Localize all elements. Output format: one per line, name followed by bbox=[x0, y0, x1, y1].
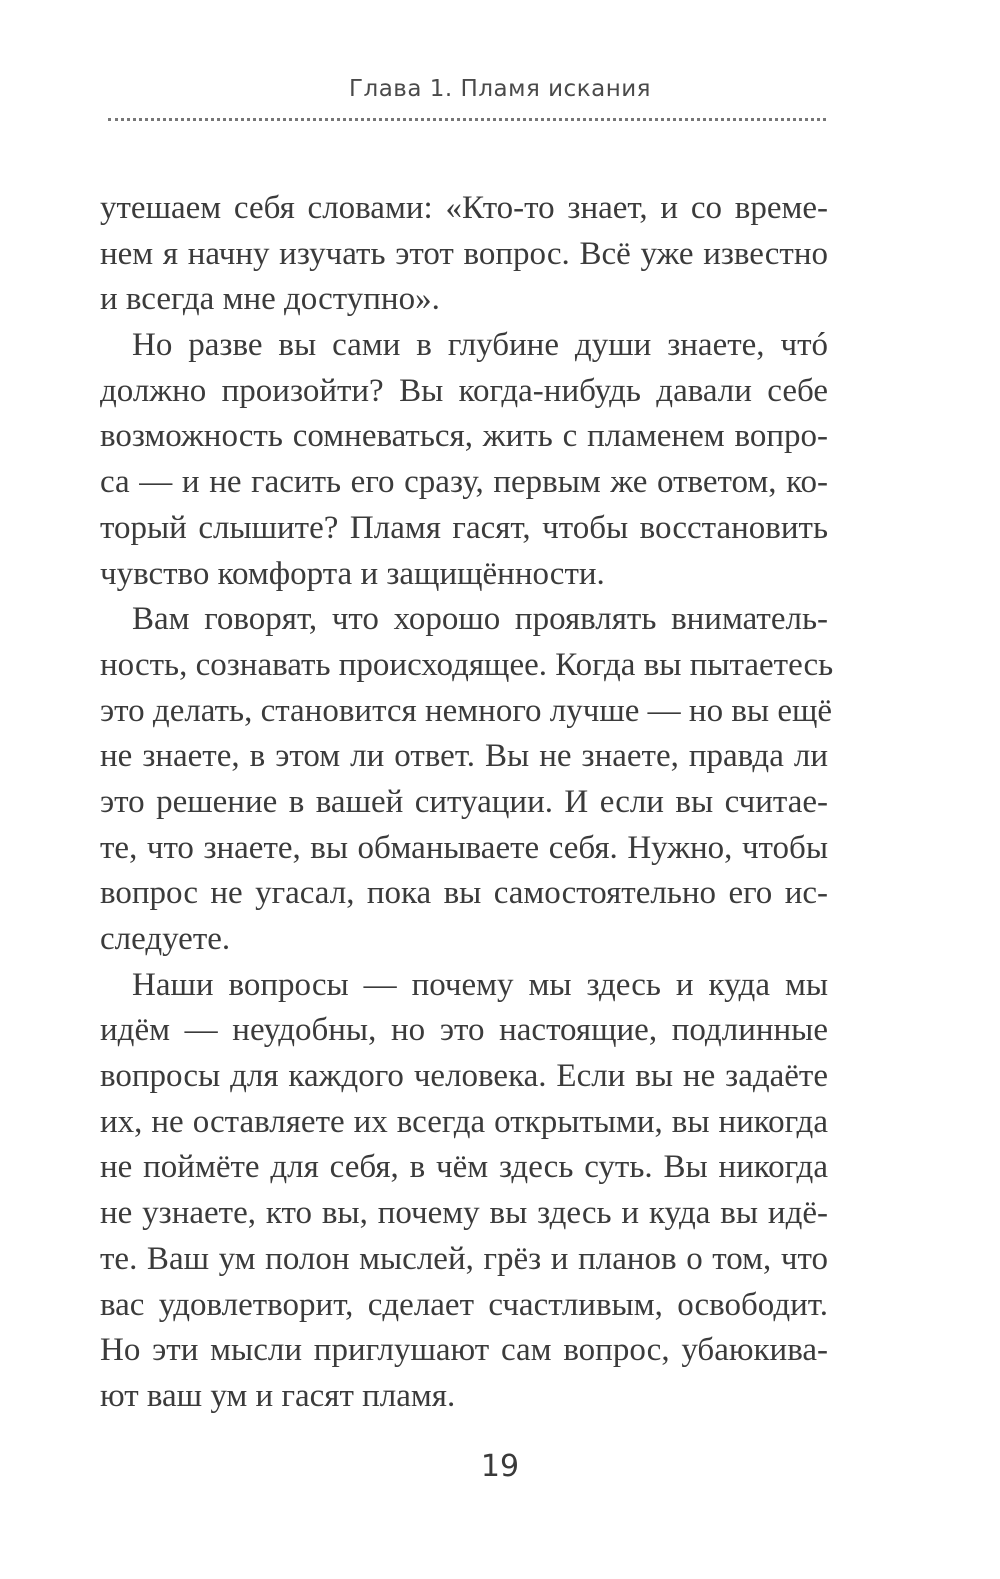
text-line: утешаем себя словами: «Кто-то знает, и со време- bbox=[100, 190, 828, 226]
text-line: нем я начну изучать этот вопрос. Всё уже известно bbox=[100, 235, 828, 272]
text-line: должно произойти? Вы когда-нибудь давали себе bbox=[100, 372, 828, 409]
text-line: вопрос не угасал, пока вы самостоятельно его ис- bbox=[100, 875, 828, 912]
text-line: Но разве вы сами в глубине души знаете, чтó bbox=[132, 327, 828, 364]
text-line: ют ваш ум и гасят пламя. bbox=[100, 1377, 456, 1414]
header-dotted-rule bbox=[108, 118, 826, 121]
text-line: возможность сомневаться, жить с пламенем вопро- bbox=[100, 418, 828, 455]
text-line: вопросы для каждого человека. Если вы не задаёте bbox=[100, 1058, 828, 1095]
running-head: Глава 1. Пламя искания bbox=[348, 76, 652, 102]
text-line: это решение в вашей ситуации. И если вы считае- bbox=[100, 783, 828, 820]
body-text bbox=[100, 186, 834, 1420]
paragraph bbox=[100, 186, 828, 323]
text-line: Но эти мысли приглушают сам вопрос, убаюкива- bbox=[100, 1332, 828, 1369]
text-line: са — и не гасить его сразу, первым же ответом, ко- bbox=[100, 464, 828, 501]
text-line: ность, сознавать происходящее. Когда вы пытаетесь bbox=[100, 646, 834, 683]
text-line: торый слышите? Пламя гасят, чтобы восстановить bbox=[100, 509, 828, 546]
paragraph bbox=[100, 963, 828, 1420]
text-line: идём — неудобны, но это настоящие, подлинные bbox=[100, 1012, 828, 1049]
text-line: не узнаете, кто вы, почему вы здесь и куда вы идё- bbox=[100, 1195, 828, 1232]
text-line: Вам говорят, что хорошо проявлять вниматель- bbox=[132, 601, 828, 638]
text-line: не знаете, в этом ли ответ. Вы не знаете, правда ли bbox=[100, 738, 828, 775]
paragraph bbox=[100, 323, 828, 597]
text-line: те. Ваш ум полон мыслей, грёз и планов о том, что bbox=[100, 1240, 828, 1277]
text-line: те, что знаете, вы обманываете себя. Нужно, чтобы bbox=[100, 829, 828, 866]
text-line: это делать, становится немного лучше — но вы ещё bbox=[100, 692, 833, 729]
text-line: следуете. bbox=[100, 921, 231, 957]
paragraph bbox=[100, 597, 834, 963]
text-line: вас удовлетворит, сделает счастливым, освободит. bbox=[100, 1286, 828, 1323]
text-line: и всегда мне доступно». bbox=[100, 281, 440, 318]
page-number: 19 bbox=[480, 1449, 520, 1484]
text-line: не поймёте для себя, в чём здесь суть. Вы никогда bbox=[100, 1149, 828, 1186]
text-line: чувство комфорта и защищённости. bbox=[100, 555, 605, 592]
text-line: Наши вопросы — почему мы здесь и куда мы bbox=[132, 966, 828, 1003]
text-line: их, не оставляете их всегда открытыми, вы никогда bbox=[100, 1103, 828, 1140]
